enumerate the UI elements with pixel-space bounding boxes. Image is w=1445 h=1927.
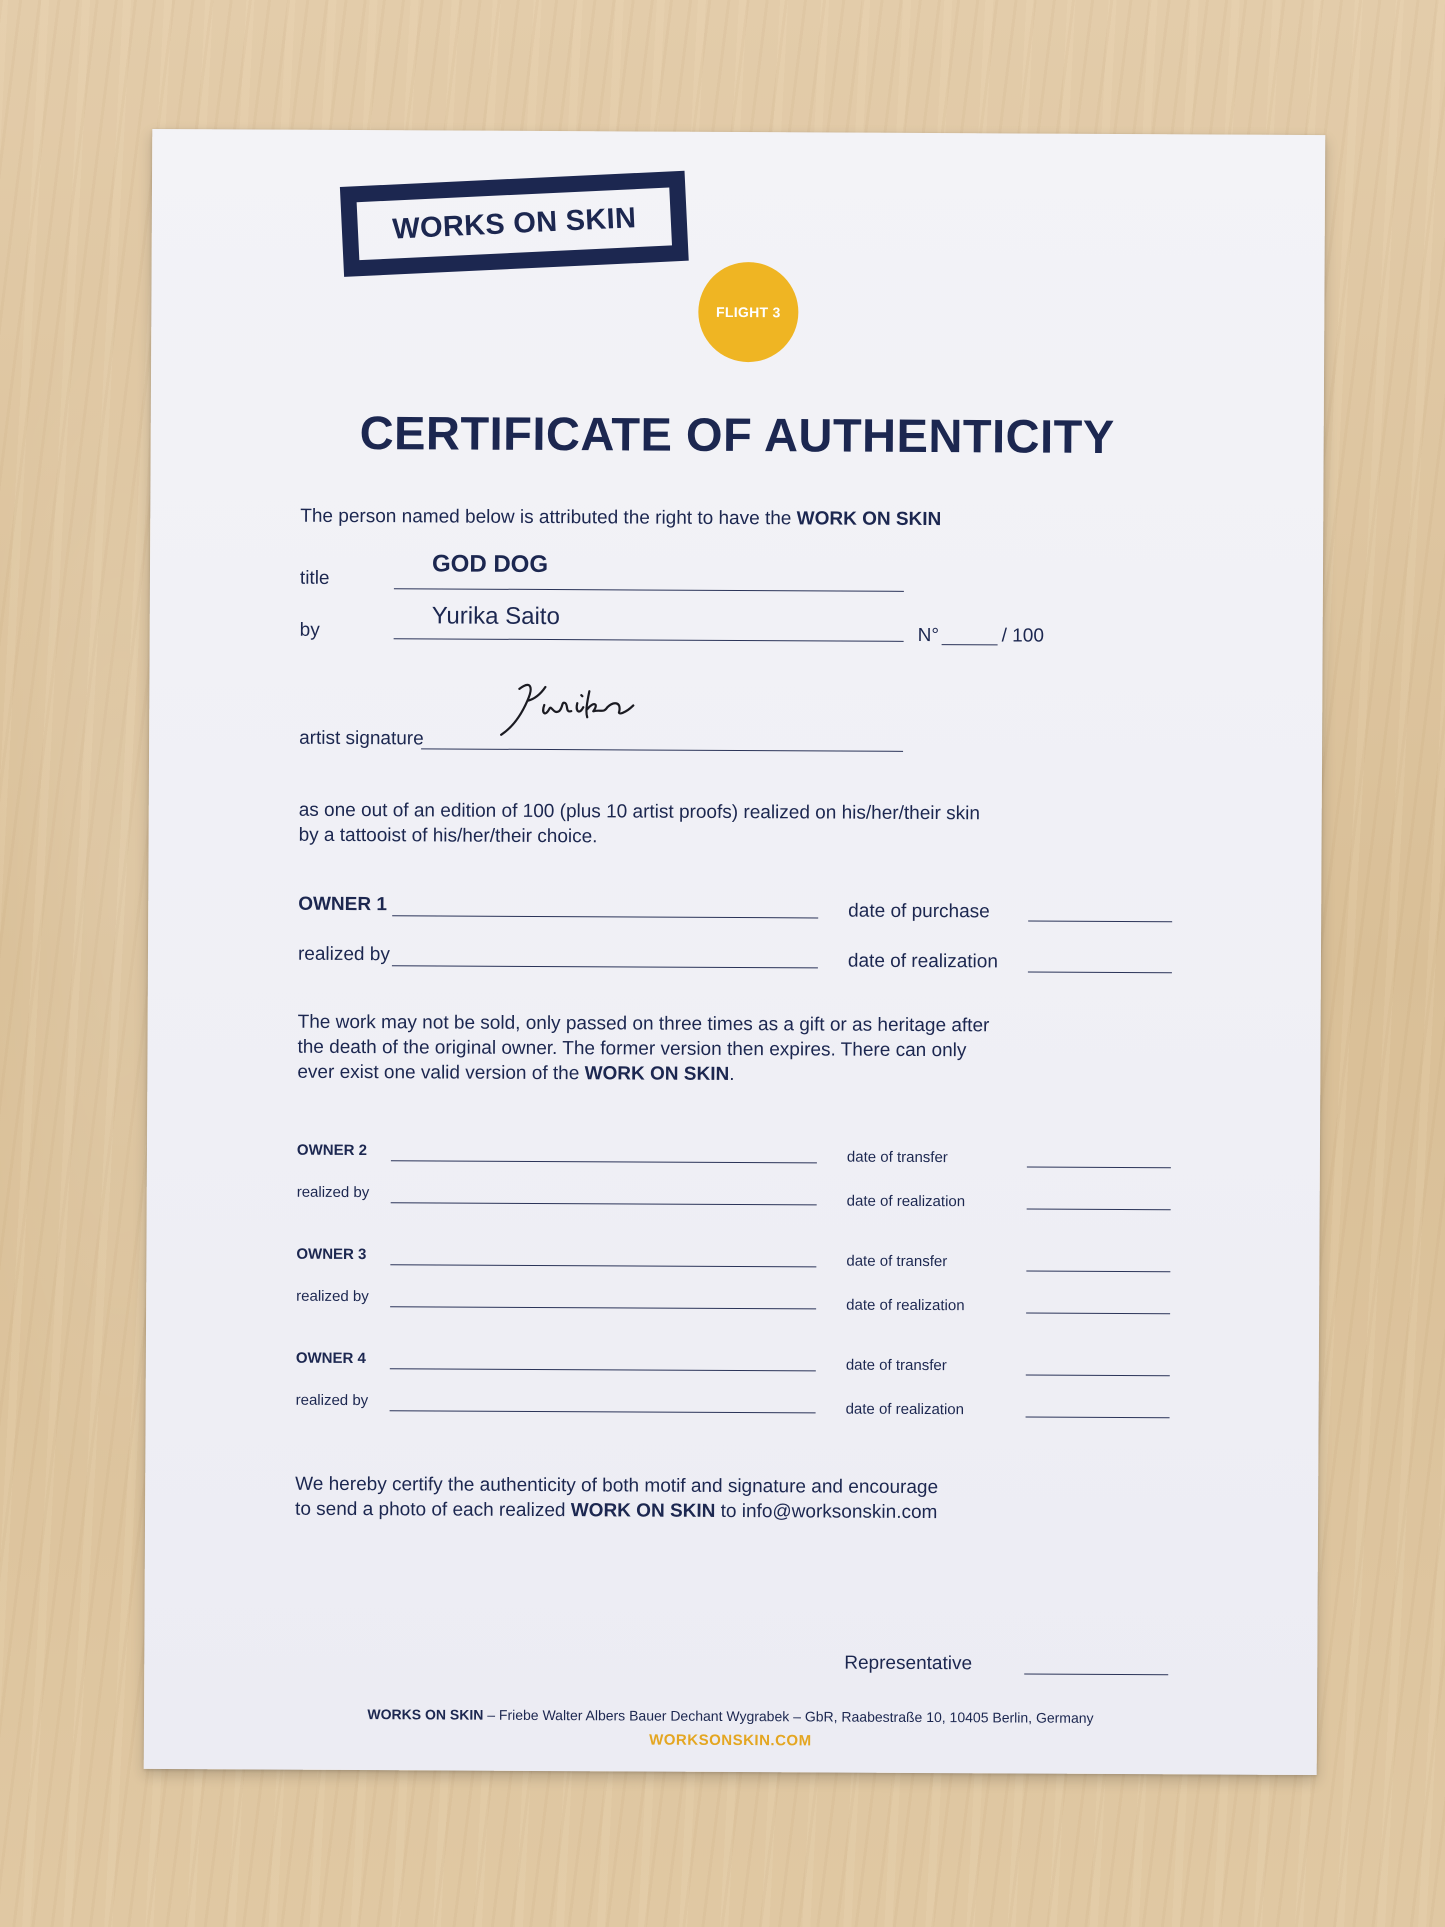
signature-field-line[interactable] <box>421 748 903 752</box>
owner-1-label: OWNER 1 <box>298 893 387 916</box>
owner-1-realized-field-line[interactable] <box>392 965 818 968</box>
artist-name-value: Yurika Saito <box>431 602 560 631</box>
owner-4-realized-field-line[interactable] <box>390 1410 816 1413</box>
owner-4-date-of-realization-label: date of realization <box>845 1400 965 1419</box>
owner-3-label: OWNER 3 <box>296 1245 367 1264</box>
owner-2-date-of-realization-label: date of realization <box>846 1192 966 1211</box>
owner-3-realized-label: realized by <box>296 1287 369 1306</box>
certify-paragraph: We hereby certify the authenticity of both motif and signature and encourage to send a photo of each realized WORK ON SKIN to info@worksonskin.com <box>295 1473 939 1524</box>
by-label: by <box>299 619 320 641</box>
title-label: title <box>299 567 330 589</box>
owner-3-date-of-realization-label: date of realization <box>846 1296 965 1315</box>
owner-1-date-of-realization-field-line[interactable] <box>1028 972 1172 974</box>
owner-3-date-of-transfer-label: date of transfer <box>846 1252 948 1271</box>
title-value: GOD DOG <box>431 550 549 579</box>
owner-2-date-of-realization-field-line[interactable] <box>1027 1209 1171 1211</box>
title-field-line[interactable] <box>394 588 904 592</box>
number-field-line[interactable] <box>942 644 998 645</box>
owner-4-realized-label: realized by <box>295 1391 369 1410</box>
owner-2-date-of-transfer-field-line[interactable] <box>1027 1167 1171 1169</box>
owner-4-field-line[interactable] <box>390 1368 816 1371</box>
owner-1-date-of-realization-label: date of realization <box>847 950 999 973</box>
owner-3-realized-field-line[interactable] <box>390 1306 816 1309</box>
intro-text: The person named below is attributed the right to have the WORK ON SKIN <box>300 505 942 531</box>
owner-4-label: OWNER 4 <box>295 1349 366 1368</box>
logo-text: WORKS ON SKIN <box>391 201 637 246</box>
works-on-skin-logo <box>340 171 689 277</box>
edition-paragraph: as one out of an edition of 100 (plus 10 artist proofs) realized on his/her/their skin by a tattooist of his/her/their choice. <box>298 799 981 848</box>
owner-1-realized-label: realized by <box>297 943 390 966</box>
by-field-line[interactable] <box>394 638 904 642</box>
number-label: N° <box>917 624 940 647</box>
owner-2-label: OWNER 2 <box>296 1141 368 1160</box>
owner-3-date-of-transfer-field-line[interactable] <box>1026 1271 1170 1273</box>
transfer-paragraph: The work may not be sold, only passed on three times as a gift or as heritage after the death of the original owner. The former version then expires. There can only ever exist one valid version of the WORK ON SKIN. <box>297 1011 990 1086</box>
owner-2-field-line[interactable] <box>391 1160 817 1163</box>
owner-3-field-line[interactable] <box>390 1264 816 1267</box>
number-total: / 100 <box>1001 625 1044 647</box>
artist-signature-label: artist signature <box>299 727 424 750</box>
flight-badge-text: FLIGHT 3 <box>715 303 781 321</box>
representative-field-line[interactable] <box>1024 1674 1168 1676</box>
representative-label: Representative <box>844 1652 973 1675</box>
owner-3-date-of-realization-field-line[interactable] <box>1026 1313 1170 1315</box>
certificate-paper <box>144 129 1326 1775</box>
owner-4-date-of-transfer-label: date of transfer <box>845 1356 947 1375</box>
certificate-title: CERTIFICATE OF AUTHENTICITY <box>359 406 1115 463</box>
owner-2-realized-label: realized by <box>296 1183 370 1202</box>
footer-website-link[interactable]: WORKSONSKIN.COM <box>649 1731 812 1750</box>
date-of-purchase-field-line[interactable] <box>1028 921 1172 923</box>
owner-4-date-of-transfer-field-line[interactable] <box>1026 1375 1170 1377</box>
owner-2-date-of-transfer-label: date of transfer <box>846 1148 948 1167</box>
date-of-purchase-label: date of purchase <box>848 900 990 923</box>
owner-2-realized-field-line[interactable] <box>391 1202 817 1205</box>
footer-address: WORKS ON SKIN – Friebe Walter Albers Bauer Dechant Wygrabek – GbR, Raabestraße 10, 10405 Berlin, Germany <box>367 1706 1094 1726</box>
artist-signature-drawing <box>489 671 689 744</box>
owner-1-field-line[interactable] <box>392 915 818 918</box>
owner-4-date-of-realization-field-line[interactable] <box>1026 1417 1170 1419</box>
flight-badge <box>698 262 799 363</box>
